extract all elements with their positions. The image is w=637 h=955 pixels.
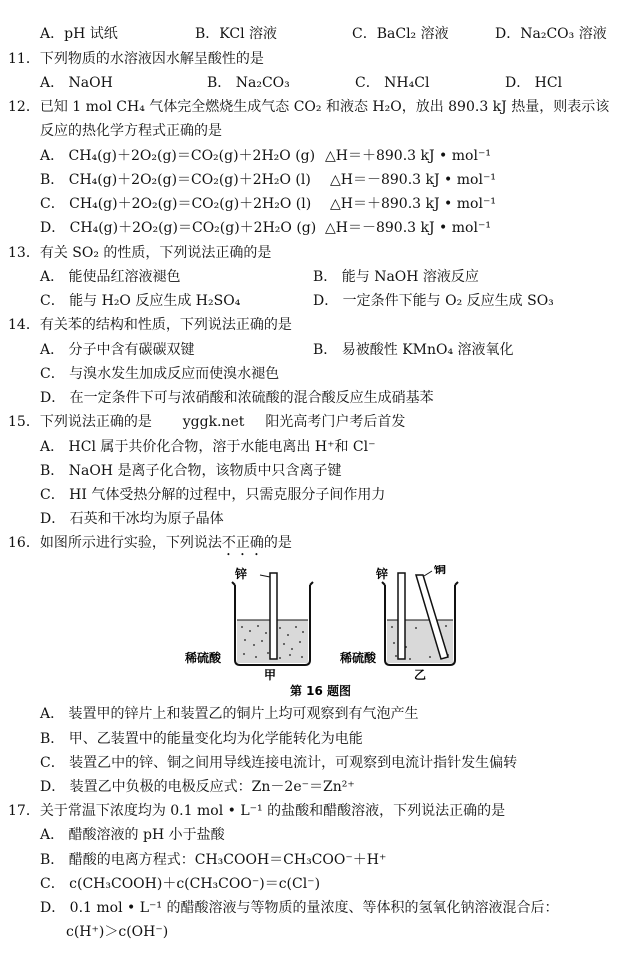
- q14-option-d: D． 在一定条件下可与浓硝酸和浓硫酸的混合酸反应生成硝基苯: [40, 390, 434, 406]
- q16-option-c: C． 装置乙中的锌、铜之间用导线连接电流计，可观察到电流计指针发生偏转: [40, 755, 518, 771]
- q11-stem: [8, 49, 264, 69]
- q14-stem: [8, 315, 292, 335]
- q14-number: 14．: [8, 317, 40, 333]
- q17-stem: [8, 801, 505, 821]
- q11-option-d: D． HCl: [505, 75, 563, 91]
- q15-text: 下列说法正确的是: [39, 414, 152, 430]
- q11-option-b: B． Na₂CO₃: [207, 75, 290, 91]
- q10-option-a: [40, 24, 118, 44]
- q16-option-a: A． 装置甲的锌片上和装置乙的铜片上均可观察到有气泡产生: [40, 706, 419, 722]
- q15-site: yggk.net: [182, 414, 245, 430]
- q11-option-c: C． NH₄Cl: [355, 75, 430, 91]
- q10-a-text: pH 试纸: [64, 26, 118, 42]
- q15-option-c: C． HI 气体受热分解的过程中，只需克服分子间作用力: [40, 487, 386, 503]
- q12-option-c-enthalpy: △H＝＋890.3 kJ • mol⁻¹: [330, 196, 496, 212]
- q10-b-label: B．: [195, 26, 220, 42]
- q12-option-b-enthalpy: △H＝－890.3 kJ • mol⁻¹: [330, 172, 496, 188]
- q10-option-c: [352, 24, 449, 44]
- q16-stem: [8, 533, 292, 553]
- figure-caption: 第 16 题图: [290, 684, 352, 698]
- q11-number: 11．: [8, 51, 40, 67]
- q10-b-text: KCl 溶液: [219, 26, 278, 42]
- q12-stem-line1: [8, 97, 609, 117]
- q15-number: 15．: [8, 414, 40, 430]
- q15-site-note: 阳光高考门户考后首发: [265, 414, 406, 430]
- q13-number: 13．: [8, 245, 40, 261]
- q15-option-d: D． 石英和干冰均为原子晶体: [40, 511, 224, 527]
- q13-option-a: A． 能使品红溶液褪色: [40, 269, 181, 285]
- q10-a-label: A．: [40, 26, 65, 42]
- q10-d-label: D．: [495, 26, 521, 42]
- q17-number: 17．: [8, 803, 40, 819]
- q16-text-post: 的是: [263, 535, 292, 551]
- label-zinc-2: 锌: [376, 567, 389, 581]
- q15-stem: [8, 412, 405, 432]
- q13-option-b: B． 能与 NaOH 溶液反应: [313, 269, 479, 285]
- q10-c-text: BaCl₂ 溶液: [376, 26, 449, 42]
- label-jia: 甲: [264, 668, 277, 682]
- q12-number: 12．: [8, 99, 40, 115]
- q13-option-c: C． 能与 H₂O 反应生成 H₂SO₄: [40, 293, 241, 309]
- q17-option-d-line1: D． 0.1 mol • L⁻¹ 的醋酸溶液与等物质的量浓度、等体积的氢氧化钠溶液混合后：: [40, 900, 559, 916]
- q15-option-b: B． NaOH 是离子化合物，该物质中只含离子键: [40, 463, 342, 479]
- beaker-yi: [382, 571, 458, 665]
- q17-option-a: A． 醋酸溶液的 pH 小于盐酸: [40, 827, 225, 843]
- q12-option-d-enthalpy: △H＝－890.3 kJ • mol⁻¹: [325, 220, 491, 236]
- q14-option-b: B． 易被酸性 KMnO₄ 溶液氧化: [313, 342, 514, 358]
- label-zinc-1: 锌: [235, 567, 248, 581]
- q11-option-a: A． NaOH: [40, 75, 113, 91]
- q17-text: 关于常温下浓度均为 0.1 mol • L⁻¹ 的盐酸和醋酸溶液，下列说法正确的是: [39, 803, 506, 819]
- q12-option-a-enthalpy: △H＝＋890.3 kJ • mol⁻¹: [325, 148, 491, 164]
- label-yi: 乙: [414, 668, 427, 682]
- q10-option-d: [495, 24, 607, 44]
- beaker-jia: [232, 573, 313, 665]
- q15-option-a: A． HCl 属于共价化合物，溶于水能电离出 H⁺和 Cl⁻: [40, 439, 376, 455]
- q10-c-label: C．: [352, 26, 377, 42]
- q16-apparatus-drawing: [180, 565, 460, 700]
- q13-stem: [8, 243, 271, 263]
- q13-option-d: D． 一定条件下能与 O₂ 反应生成 SO₃: [313, 293, 554, 309]
- q12-stem-line2: 反应的热化学方程式正确的是: [40, 123, 222, 139]
- q17-option-c: C． c(CH₃COOH)＋c(CH₃COO⁻)＝c(Cl⁻): [40, 876, 321, 892]
- q14-option-c: C． 与溴水发生加成反应而使溴水褪色: [40, 366, 280, 382]
- q12-option-d-equation: D． CH₄(g)＋2O₂(g)＝CO₂(g)＋2H₂O (g): [40, 220, 317, 236]
- q17-option-b: B． 醋酸的电离方程式：CH₃COOH＝CH₃COO⁻＋H⁺: [40, 852, 387, 868]
- q14-option-a: A． 分子中含有碳碳双键: [40, 342, 195, 358]
- q12-option-a-equation: A． CH₄(g)＋2O₂(g)＝CO₂(g)＋2H₂O (g): [40, 148, 316, 164]
- q16-option-d: D． 装置乙中负极的电极反应式：Zn－2e⁻＝Zn²⁺: [40, 779, 355, 795]
- q12-option-c-equation: C． CH₄(g)＋2O₂(g)＝CO₂(g)＋2H₂O (l): [40, 196, 312, 212]
- label-acid-2: 稀硫酸: [340, 651, 377, 665]
- q17-option-d-line2: c(H⁺)＞c(OH⁻): [66, 924, 169, 940]
- q13-text: 有关 SO₂ 的性质，下列说法正确的是: [39, 245, 272, 261]
- q16-option-b: B． 甲、乙装置中的能量变化均为化学能转化为电能: [40, 731, 363, 747]
- q11-text: 下列物质的水溶液因水解呈酸性的是: [39, 51, 264, 67]
- q16-number: 16．: [8, 535, 40, 551]
- q14-text: 有关苯的结构和性质，下列说法正确的是: [39, 317, 292, 333]
- q12-text-1: 已知 1 mol CH₄ 气体完全燃烧生成气态 CO₂ 和液态 H₂O，放出 890.3 kJ 热量，则表示该: [39, 99, 610, 115]
- label-copper: 铜: [434, 565, 447, 576]
- q10-d-text: Na₂CO₃ 溶液: [520, 26, 607, 42]
- q10-option-b: [195, 24, 277, 44]
- q16-figure: [180, 565, 460, 700]
- label-acid-1: 稀硫酸: [185, 651, 222, 665]
- q12-option-b-equation: B． CH₄(g)＋2O₂(g)＝CO₂(g)＋2H₂O (l): [40, 172, 311, 188]
- q16-text-emphasis: 不正确: [221, 535, 264, 551]
- q16-text-pre: 如图所示进行实验，下列说法: [39, 535, 222, 551]
